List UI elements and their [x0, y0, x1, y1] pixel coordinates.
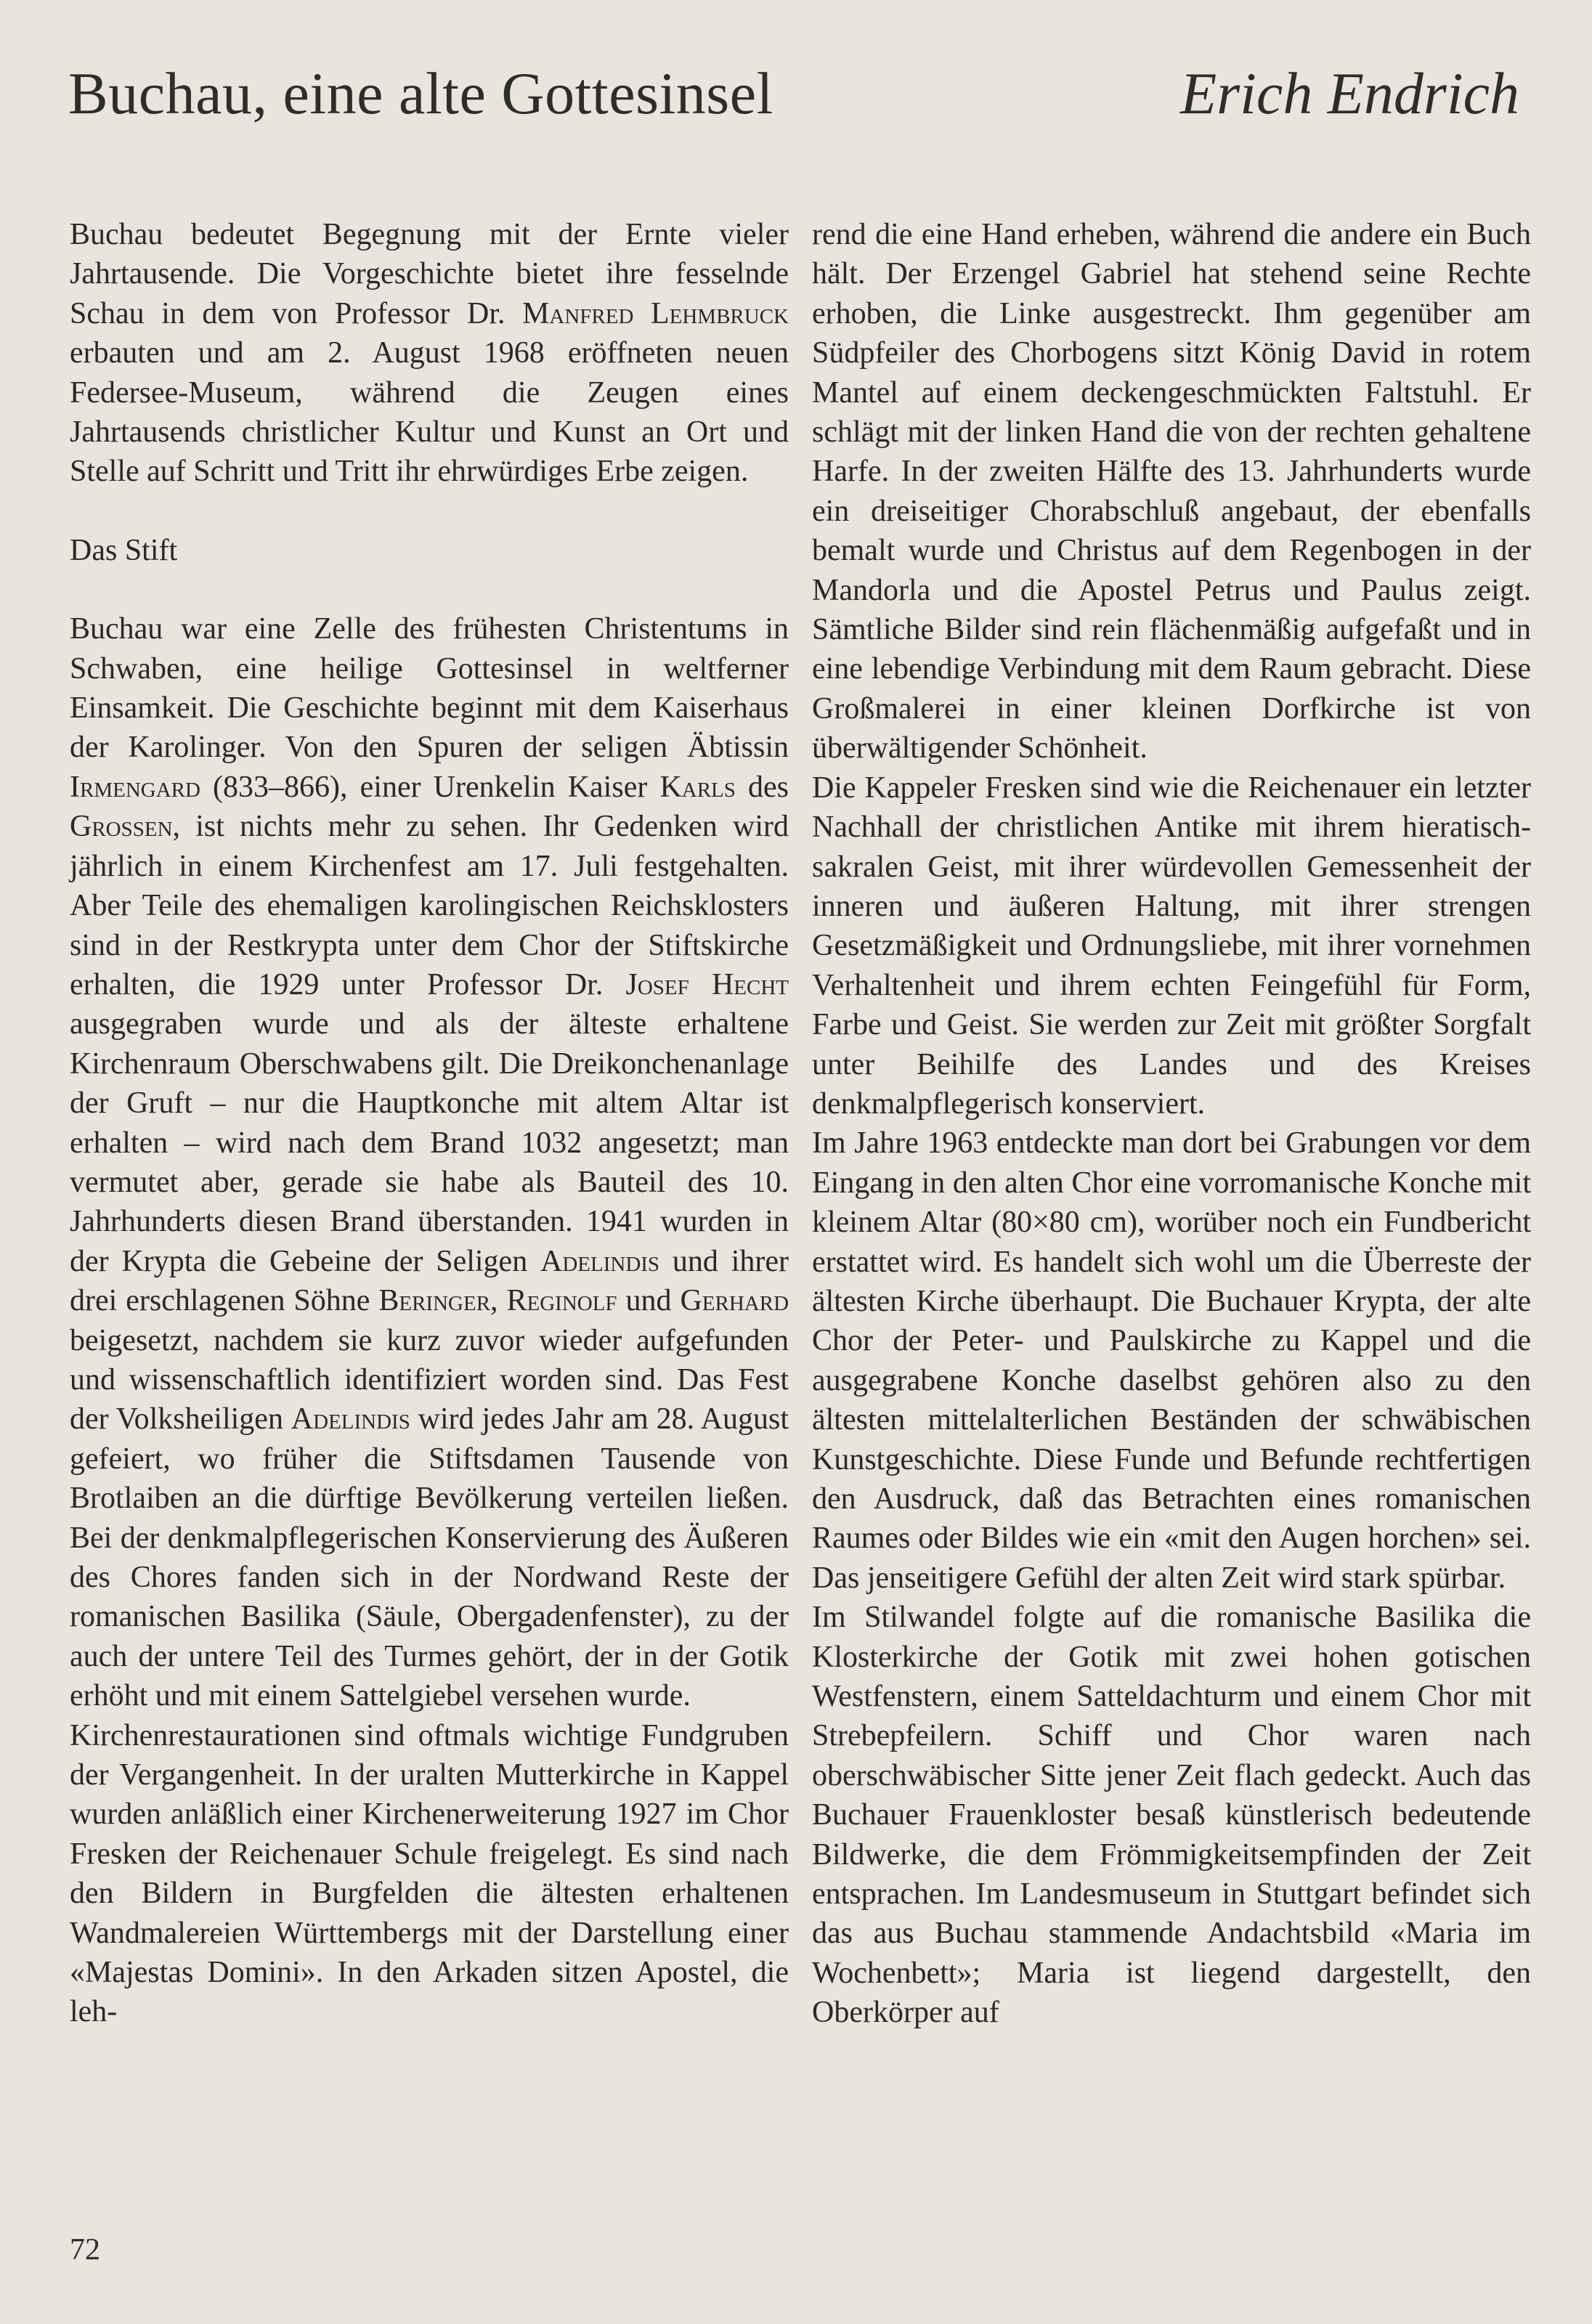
person-name: Karls [659, 770, 736, 804]
person-name: Grossen [70, 810, 173, 844]
person-name: Reginolf [506, 1284, 617, 1318]
intro-paragraph: Buchau bedeutet Begegnung mit der Ernte vieler Jahrtausende. Die Vorgeschichte bietet ihre fesselnde Schau in dem von Professor Dr. Manfred Lehmbruck erbauten und am 2. August 1968 eröffneten neuen Federsee-Museum, während die Zeugen eines Jahrtausends christlicher Kultur und Kunst an Ort und Stelle auf Schritt und Tritt ihr ehrwürdiges Erbe zeigen. [70, 218, 789, 489]
grabungen-paragraph: Im Jahre 1963 entdeckte man dort bei Grabungen vor dem Eingang in den alten Chor eine vorromanische Konche mit kleinem Altar (80×80 cm), worüber noch ein Fundbericht erstattet wird. Es handelt sich wohl um die Überreste der ältesten Kirche überhaupt. Die Buchauer Krypta, der alte Chor der Peter- und Paulskirche zu Kappel und die ausgegrabene Konche daselbst gehören also zu den ältesten mittelalterlichen Beständen der schwäbischen Kunstgeschichte. Diese Funde und Befunde rechtfertigen den Ausdruck, daß das Betrachten eines romanischen Raumes oder Bildes wie ein «mit den Augen horchen» sei. Das jenseitigere Gefühl der alten Zeit wird stark spürbar. [812, 1126, 1531, 1595]
kappeler-paragraph: Die Kappeler Fresken sind wie die Reichenauer ein letzter Nachhall der christlichen Antike mit ihrem hieratisch-sakralen Geist, mit ihrer würdevollen Gemessenheit der inneren und äußeren Haltung, mit ihrer strengen Gesetzmäßigkeit und Ordnungsliebe, mit ihrer vornehmen Verhaltenheit und ihrem echten Feingefühl für Form, Farbe und Geist. Sie werden zur Zeit mit größter Sorgfalt unter Beihilfe des Landes und des Kreises denkmalpflegerisch konserviert. [812, 771, 1531, 1121]
section-heading: Das Stift [70, 533, 178, 567]
restaurationen-paragraph: Kirchenrestaurationen sind oftmals wichtige Fundgruben der Vergangenheit. In der uralten Mutterkirche in Kappel wurden anläßlich einer Kirchenerweiterung 1927 im Chor Fresken der Reichenauer Schule freigelegt. Es sind nach den Bildern in Burgfelden die ältesten erhaltenen Wandmalereien Württembergs mit der Darstellung einer «Majestas Domini». In den Arkaden sitzen Apostel, die leh- [70, 1718, 789, 2029]
person-name: Irmengard [70, 770, 200, 804]
person-name: Adelindis [540, 1244, 660, 1278]
stilwandel-paragraph: Im Stilwandel folgte auf die romanische Basilika die Klosterkirche der Gotik mit zwei hohen gotischen Westfenstern, einem Satteldachturm und einem Chor mit Strebepfeilern. Schiff und Chor waren nach oberschwäbischer Sitte jener Zeit flach gedeckt. Auch das Buchauer Frauenkloster besaß künstlerisch bedeutende Bildwerke, die dem Frömmigkeitsempfinden der Zeit entsprachen. Im Landesmuseum in Stuttgart befindet sich das aus Buchau stammende Andachtsbild «Maria im Wochenbett»; Maria ist liegend dargestellt, den Oberkörper auf [812, 1601, 1531, 2030]
person-name: Adelindis [291, 1402, 410, 1437]
left-column [70, 215, 789, 2032]
person-name: Gerhard [680, 1284, 789, 1318]
article-author: Erich Endrich [1180, 60, 1519, 126]
stift-paragraph: Buchau war eine Zelle des frühesten Christentums in Schwaben, eine heilige Gottesinsel in weltferner Einsamkeit. Die Geschichte beginnt mit dem Kaiserhaus der Karolinger. Von den Spuren der seligen Äbtissin Irmengard (833–866), einer Urenkelin Kaiser Karls des Grossen, ist nichts mehr zu sehen. Ihr Gedenken wird jährlich in einem Kirchenfest am 17. Juli festgehalten. Aber Teile des ehemaligen karolingischen Reichsklosters sind in der Restkrypta unter dem Chor der Stiftskirche erhalten, die 1929 unter Professor Dr. Josef Hecht ausgegraben wurde und als der älteste erhaltene Kirchenraum Oberschwabens gilt. Die Dreikonchenanlage der Gruft – nur die Hauptkonche mit altem Altar ist erhalten – wird nach dem Brand 1032 angesetzt; man vermutet aber, gerade sie habe als Bauteil des 10. Jahrhunderts diesen Brand überstanden. 1941 wurden in der Krypta die Gebeine der Seligen Adelindis und ihrer drei erschlagenen Söhne Beringer, Reginolf und Gerhard beigesetzt, nachdem sie kurz zuvor wieder aufgefunden und wissenschaftlich identifiziert worden sind. Das Fest der Volksheiligen Adelindis wird jedes Jahr am 28. August gefeiert, wo früher die Stiftsdamen Tausende von Brotlaiben an die dürftige Bevölkerung verteilen ließen. Bei der denkmalpflegerischen Konservierung des Äußeren des Chores fanden sich in der Nordwand Reste der romanischen Basilika (Säule, Obergadenfenster), zu der auch der untere Teil des Turmes gehört, der in der Gotik erhöht und mit einem Sattelgiebel versehen wurde. [70, 612, 789, 1713]
person-name: Beringer [378, 1284, 491, 1318]
person-name: Manfred Lehmbruck [522, 296, 789, 330]
right-column [812, 215, 1531, 2033]
page-number: 72 [70, 2233, 100, 2267]
article-title: Buchau, eine alte Gottesinsel [68, 60, 773, 126]
person-name: Josef Hecht [625, 967, 789, 1001]
fresken-paragraph: rend die eine Hand erheben, während die andere ein Buch hält. Der Erzengel Gabriel hat stehend seine Rechte erhoben, die Linke ausgestreckt. Ihm gegenüber am Südpfeiler des Chorbogens sitzt König David in rotem Mantel auf einem deckengeschmückten Faltstuhl. Er schlägt mit der linken Hand die von der rechten gehaltene Harfe. In der zweiten Hälfte des 13. Jahrhunderts wurde ein dreiseitiger Chorabschluß angebaut, der ebenfalls bemalt wurde und Christus auf dem Regenbogen in der Mandorla und die Apostel Petrus und Paulus zeigt. Sämtliche Bilder sind rein flächenmäßig aufgefaßt und in eine lebendige Verbindung mit dem Raum gebracht. Diese Großmalerei in einer kleinen Dorfkirche ist von überwältigender Schönheit. [812, 218, 1531, 765]
